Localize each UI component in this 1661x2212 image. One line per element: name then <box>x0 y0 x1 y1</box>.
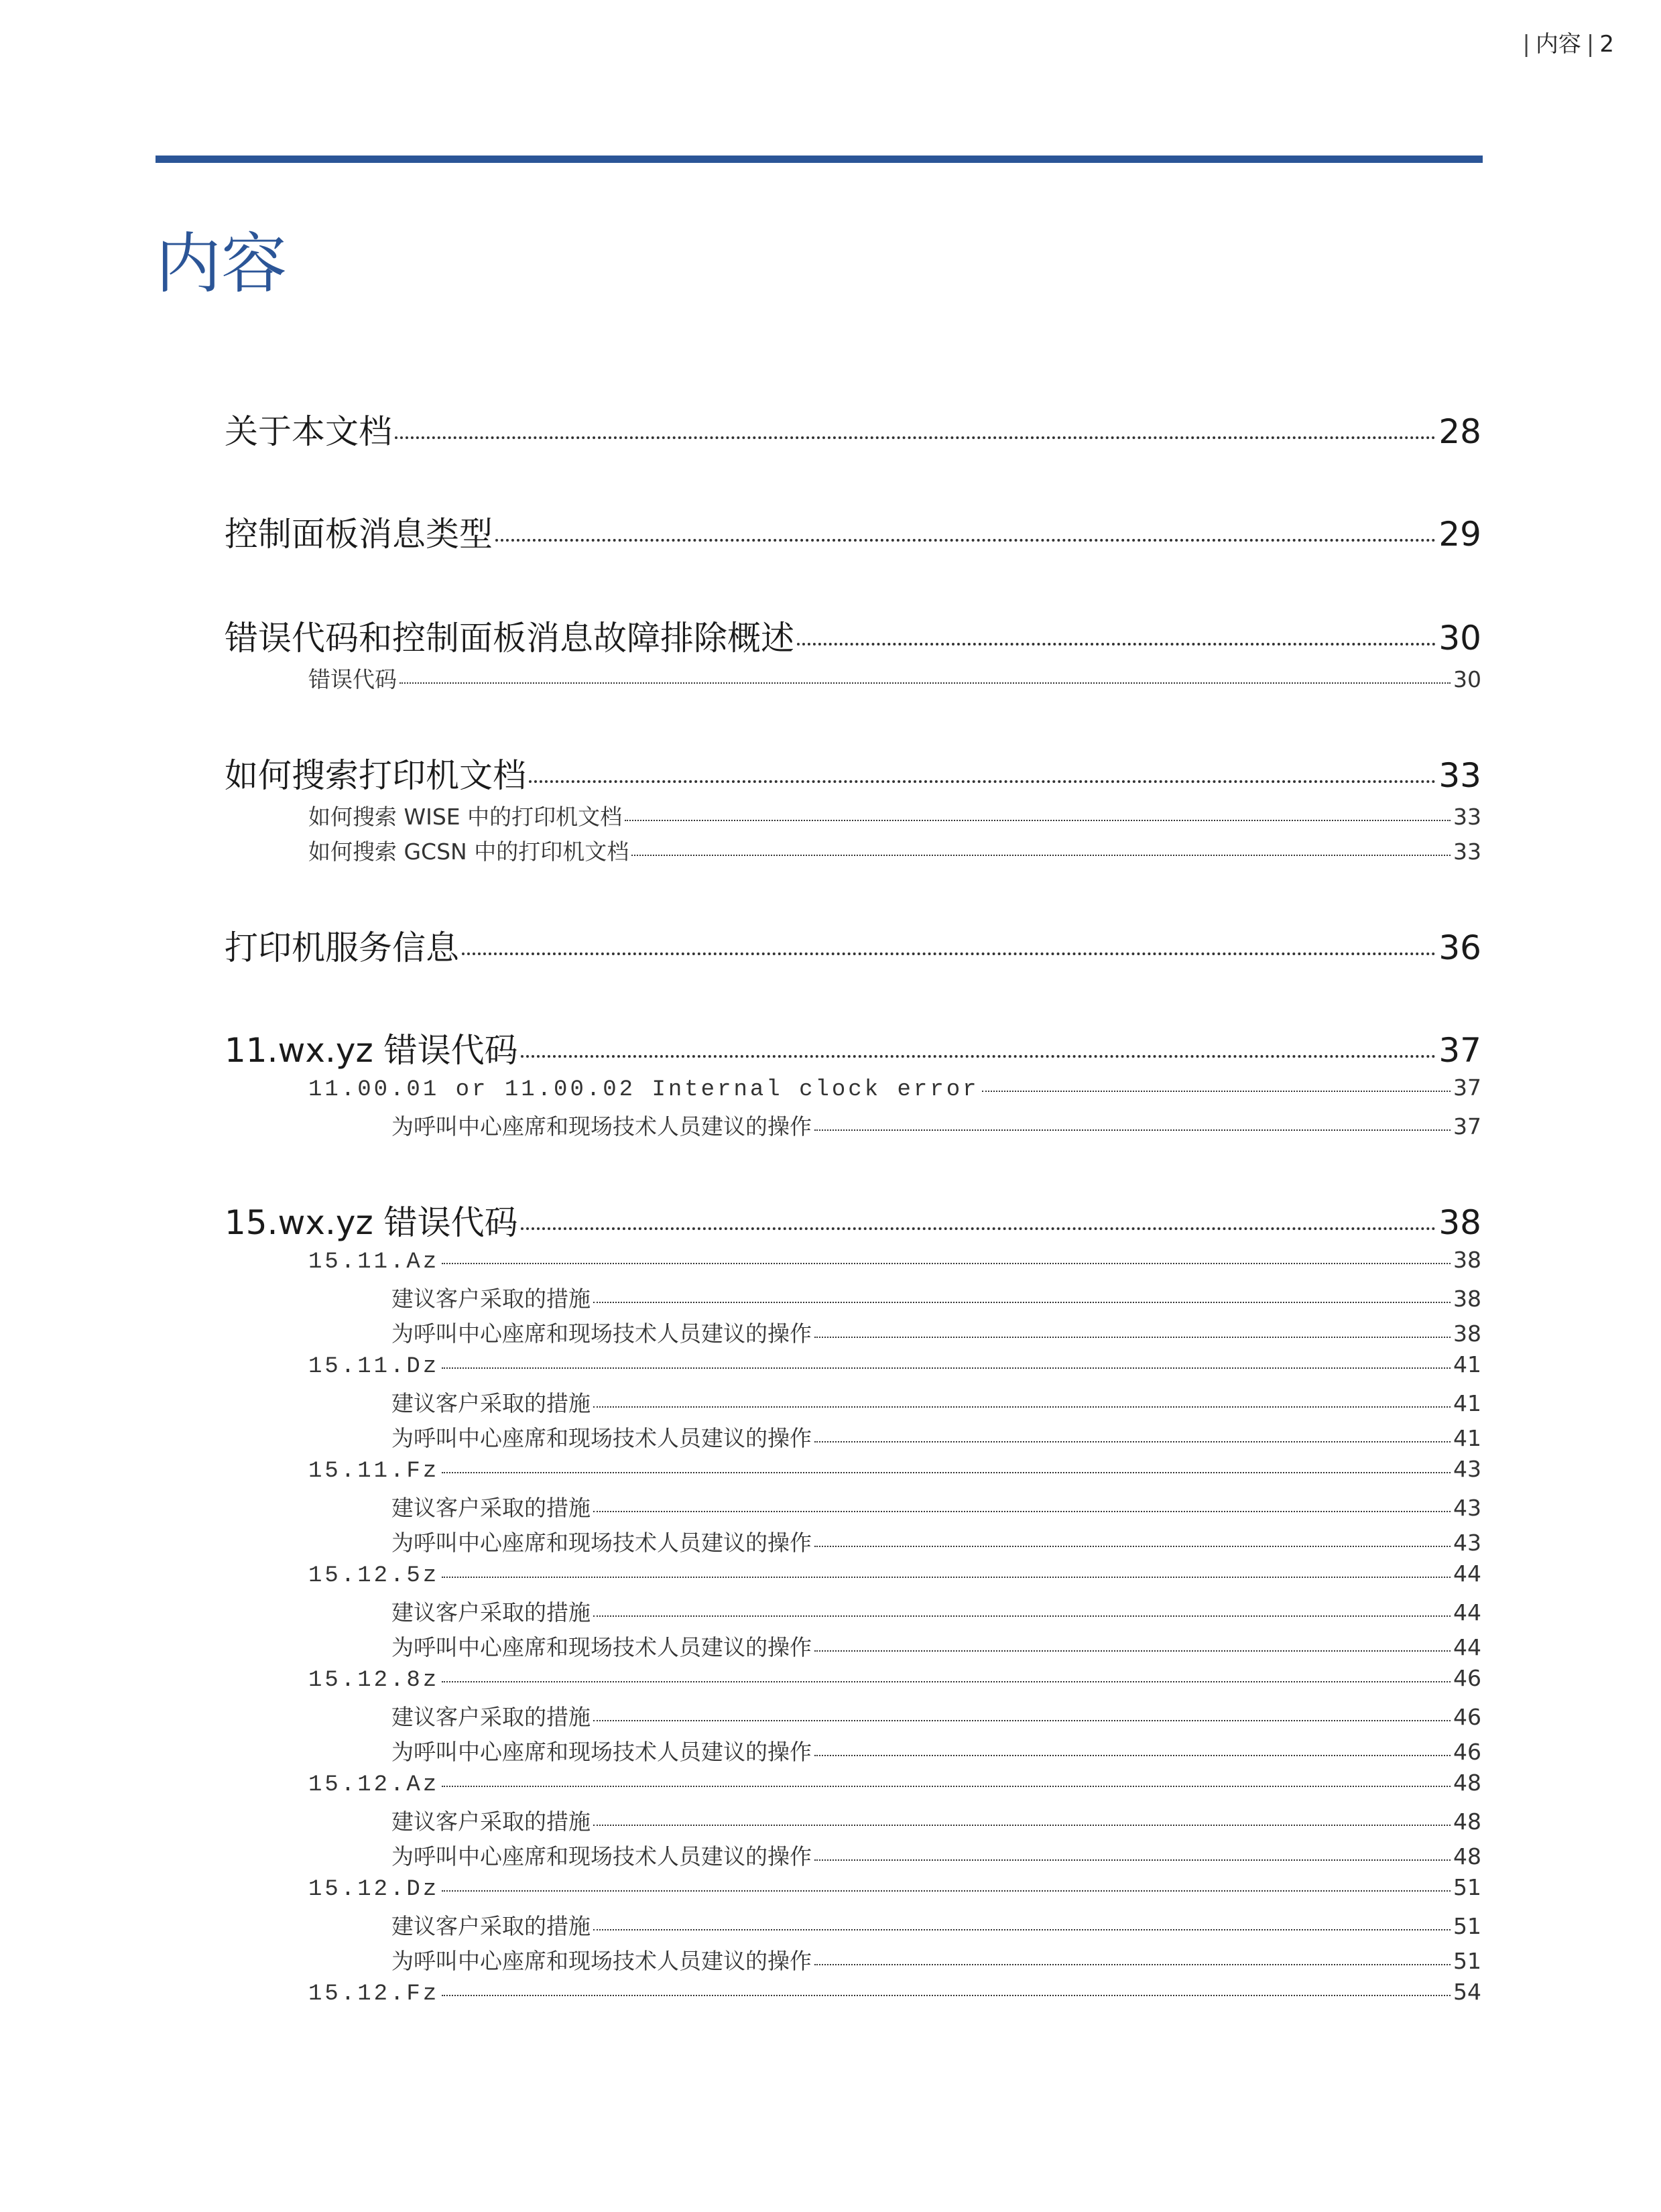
dot-leader <box>521 1055 1436 1058</box>
toc-entry-label: 关于本文档 <box>225 412 392 451</box>
toc-entry-page: 44 <box>1453 1560 1481 1587</box>
toc-entry-page: 38 <box>1438 1203 1481 1242</box>
toc-entry-label: 15.12.Dz <box>308 1877 440 1902</box>
toc-entry-label: 如何搜索 GCSN 中的打印机文档 <box>308 839 629 865</box>
dot-leader <box>814 1650 1451 1652</box>
toc-entry[interactable] <box>391 1700 1481 1732</box>
dot-leader <box>399 682 1451 684</box>
toc-entry-label: 建议客户采取的措施 <box>391 1390 591 1416</box>
dot-leader <box>395 436 1436 439</box>
toc-entry-label: 建议客户采取的措施 <box>391 1704 591 1730</box>
header-page-number: 2 <box>1599 31 1614 58</box>
toc-entry-page: 41 <box>1453 1425 1481 1451</box>
toc-entry-page: 38 <box>1453 1320 1481 1347</box>
toc-entry-page: 36 <box>1438 928 1481 967</box>
dot-leader <box>593 1720 1451 1721</box>
toc-entry-page: 43 <box>1453 1456 1481 1482</box>
dot-leader <box>625 820 1451 821</box>
toc-entry-label: 为呼叫中心座席和现场技术人员建议的操作 <box>391 1425 812 1451</box>
toc-entry[interactable] <box>391 1735 1481 1767</box>
dot-leader <box>442 1472 1451 1473</box>
toc-entry-label: 15.12.Fz <box>308 1981 440 2007</box>
toc-entry[interactable] <box>225 1024 1481 1070</box>
toc-entry[interactable] <box>391 1595 1481 1627</box>
toc-entry-page: 33 <box>1453 804 1481 830</box>
toc-entry[interactable] <box>391 1316 1481 1349</box>
toc-entry[interactable] <box>391 1386 1481 1418</box>
page-title: 内容 <box>156 225 288 302</box>
toc-entry-label: 15.12.8z <box>308 1668 440 1693</box>
toc-entry-label: 为呼叫中心座席和现场技术人员建议的操作 <box>391 1530 812 1556</box>
toc-entry[interactable] <box>225 749 1481 796</box>
toc-entry-page: 46 <box>1453 1739 1481 1765</box>
toc-entry-label: 15.wx.yz 错误代码 <box>225 1203 518 1242</box>
toc-entry[interactable] <box>308 1247 1481 1279</box>
toc-entry-page: 43 <box>1453 1530 1481 1556</box>
toc-entry[interactable] <box>391 1282 1481 1314</box>
toc-entry-page: 38 <box>1453 1286 1481 1312</box>
toc-entry-label: 为呼叫中心座席和现场技术人员建议的操作 <box>391 1320 812 1347</box>
toc-entry-page: 37 <box>1438 1031 1481 1070</box>
toc-entry-page: 30 <box>1438 619 1481 658</box>
toc-entry-label: 控制面板消息类型 <box>225 515 493 554</box>
toc-entry-label: 15.12.5z <box>308 1563 440 1589</box>
dot-leader <box>814 1337 1451 1338</box>
toc-entry[interactable] <box>308 1770 1481 1802</box>
dot-leader <box>442 1367 1451 1369</box>
dot-leader <box>814 1129 1451 1131</box>
dot-leader <box>797 643 1436 646</box>
toc-entry-page: 37 <box>1453 1074 1481 1101</box>
header-section: 内容 <box>1535 31 1581 58</box>
dot-leader <box>442 1263 1451 1264</box>
dot-leader <box>982 1091 1451 1092</box>
toc-entry-label: 为呼叫中心座席和现场技术人员建议的操作 <box>391 1634 812 1660</box>
toc-entry-page: 33 <box>1438 756 1481 795</box>
dot-leader <box>495 539 1436 542</box>
toc-entry-page: 51 <box>1453 1874 1481 1900</box>
dot-leader <box>529 780 1436 783</box>
toc-entry[interactable] <box>308 1560 1481 1593</box>
toc-entry-page: 29 <box>1438 515 1481 554</box>
toc-entry-label: 如何搜索 WISE 中的打印机文档 <box>308 804 623 830</box>
toc-entry[interactable] <box>391 1839 1481 1871</box>
toc-entry-page: 41 <box>1453 1390 1481 1416</box>
toc-entry[interactable] <box>225 1196 1481 1243</box>
toc-entry-label: 11.00.01 or 11.00.02 Internal clock error <box>308 1077 979 1103</box>
toc-entry-page: 38 <box>1453 1247 1481 1273</box>
toc-entry[interactable] <box>308 1074 1481 1107</box>
dot-leader <box>442 1786 1451 1787</box>
dot-leader <box>814 1755 1451 1756</box>
toc-entry[interactable] <box>391 1109 1481 1142</box>
toc-entry-label: 15.11.Dz <box>308 1354 440 1379</box>
toc-entry-label: 15.11.Fz <box>308 1459 440 1484</box>
dot-leader <box>593 1825 1451 1826</box>
dot-leader <box>521 1227 1436 1230</box>
dot-leader <box>593 1511 1451 1512</box>
toc-entry[interactable] <box>391 1526 1481 1558</box>
dot-leader <box>462 953 1436 955</box>
toc-entry-label: 15.11.Az <box>308 1249 440 1275</box>
toc-entry-page: 51 <box>1453 1913 1481 1939</box>
toc-entry[interactable] <box>308 1874 1481 1906</box>
toc-entry[interactable] <box>391 1944 1481 1976</box>
toc-entry[interactable] <box>391 1630 1481 1662</box>
toc-entry-label: 11.wx.yz 错误代码 <box>225 1031 518 1070</box>
toc-entry-label: 如何搜索打印机文档 <box>225 756 526 795</box>
dot-leader <box>814 1441 1451 1442</box>
toc-entry-page: 41 <box>1453 1351 1481 1377</box>
toc-entry-page: 33 <box>1453 839 1481 865</box>
toc-entry[interactable] <box>308 800 1481 832</box>
dot-leader <box>593 1406 1451 1408</box>
toc-entry-page: 48 <box>1453 1843 1481 1869</box>
toc-entry[interactable] <box>308 1665 1481 1697</box>
dot-leader <box>593 1302 1451 1303</box>
toc-entry[interactable] <box>225 507 1481 554</box>
toc-entry[interactable] <box>308 1456 1481 1488</box>
toc-entry[interactable] <box>225 405 1481 452</box>
toc-entry-page: 30 <box>1453 666 1481 692</box>
dot-leader <box>593 1929 1451 1930</box>
dot-leader <box>442 1577 1451 1578</box>
dot-leader <box>814 1546 1451 1547</box>
dot-leader <box>442 1681 1451 1682</box>
dot-leader <box>442 1995 1451 1996</box>
toc-entry-page: 48 <box>1453 1770 1481 1796</box>
toc-entry-page: 46 <box>1453 1665 1481 1691</box>
dot-leader <box>442 1890 1451 1892</box>
toc-entry-page: 44 <box>1453 1634 1481 1660</box>
toc-entry-label: 建议客户采取的措施 <box>391 1913 591 1939</box>
header-separator: | <box>1522 31 1530 58</box>
toc-entry-page: 28 <box>1438 412 1481 451</box>
toc-entry[interactable] <box>391 1909 1481 1941</box>
toc-entry[interactable] <box>225 611 1481 658</box>
toc-entry-label: 建议客户采取的措施 <box>391 1495 591 1521</box>
toc-entry-label: 建议客户采取的措施 <box>391 1808 591 1835</box>
toc-entry[interactable] <box>308 662 1481 694</box>
toc-entry-page: 44 <box>1453 1599 1481 1625</box>
dot-leader <box>814 1859 1451 1861</box>
toc-entry-label: 为呼叫中心座席和现场技术人员建议的操作 <box>391 1948 812 1974</box>
toc-entry[interactable] <box>391 1804 1481 1837</box>
toc-entry-label: 错误代码和控制面板消息故障排除概述 <box>225 619 794 658</box>
toc-entry-page: 43 <box>1453 1495 1481 1521</box>
toc-entry-label: 为呼叫中心座席和现场技术人员建议的操作 <box>391 1739 812 1765</box>
toc-entry-label: 为呼叫中心座席和现场技术人员建议的操作 <box>391 1843 812 1869</box>
header-separator: | <box>1586 31 1595 58</box>
toc-entry[interactable] <box>391 1491 1481 1523</box>
toc-entry-label: 打印机服务信息 <box>225 928 459 967</box>
toc-entry-page: 37 <box>1453 1113 1481 1140</box>
toc-entry-label: 错误代码 <box>308 666 397 692</box>
toc-entry-label: 为呼叫中心座席和现场技术人员建议的操作 <box>391 1113 812 1140</box>
toc-entry[interactable] <box>391 1421 1481 1453</box>
toc-entry[interactable] <box>308 835 1481 867</box>
toc-entry-label: 建议客户采取的措施 <box>391 1286 591 1312</box>
toc-entry-page: 54 <box>1453 1979 1481 2005</box>
dot-leader <box>631 855 1451 856</box>
toc-entry-page: 48 <box>1453 1808 1481 1835</box>
toc-entry-label: 15.12.Az <box>308 1772 440 1798</box>
toc-entry-page: 46 <box>1453 1704 1481 1730</box>
dot-leader <box>814 1964 1451 1965</box>
toc-entry[interactable] <box>308 1979 1481 2011</box>
toc-entry-page: 51 <box>1453 1948 1481 1974</box>
toc-entry[interactable] <box>225 921 1481 968</box>
toc-entry-label: 建议客户采取的措施 <box>391 1599 591 1625</box>
toc-entry[interactable] <box>308 1351 1481 1384</box>
dot-leader <box>593 1615 1451 1617</box>
